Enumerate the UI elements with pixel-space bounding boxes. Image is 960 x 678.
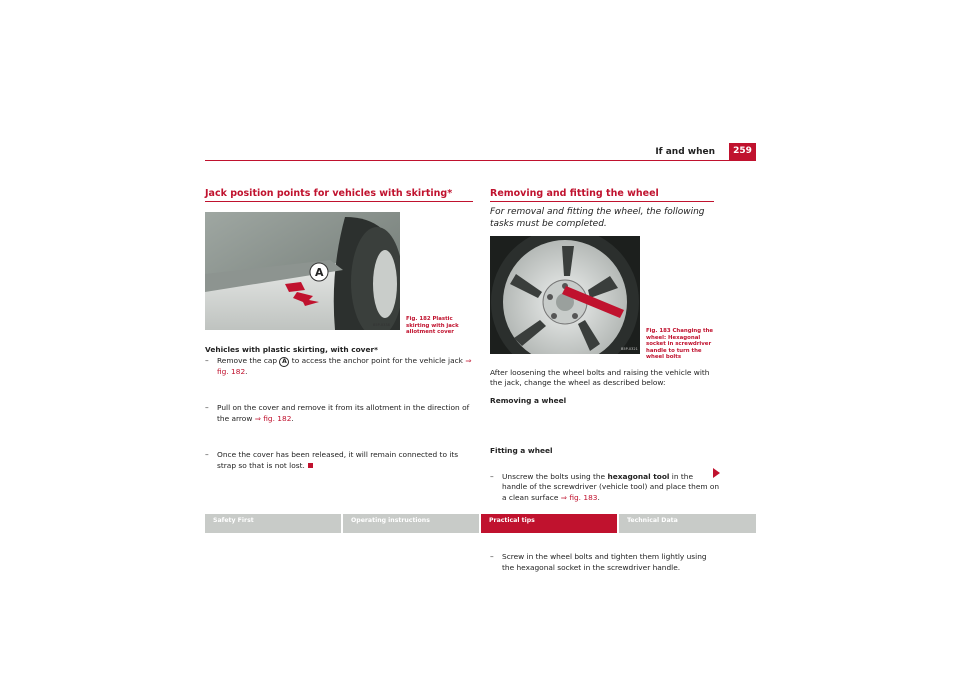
bullet-dash: –: [205, 356, 209, 365]
footer-tab-operating-instructions[interactable]: Operating instructions: [343, 514, 479, 533]
bullet-pull-cover: – Pull on the cover and remove it from its allotment in the direction of the arrow ⇒ fig. 182.: [205, 403, 470, 423]
section-end-marker: [308, 463, 313, 468]
xref-fig-183[interactable]: ⇒ fig. 183: [560, 492, 598, 502]
subheading-fitting-wheel: Fitting a wheel: [490, 446, 553, 455]
bullet-unscrew-bolts: – Unscrew the bolts using the hexagonal tool in the handle of the screwdriver (vehicle tool) and place them on a clean surface ⇒ fig. 183.: [490, 472, 720, 502]
running-header-title: If and when: [655, 147, 715, 157]
bullet-remove-cap: – Remove the cap A to access the anchor point for the vehicle jack ⇒ fig. 182.: [205, 356, 472, 376]
footer-tab-practical-tips[interactable]: Practical tips: [481, 514, 617, 533]
lead-text: For removal and fitting the wheel, the following tasks must be completed.: [490, 207, 705, 229]
subheading-plastic-skirting: Vehicles with plastic skirting, with cover*: [205, 345, 378, 354]
xref-fig-182[interactable]: ⇒ fig. 182: [254, 413, 292, 423]
wheel-illustration: [490, 236, 640, 354]
section-rule: [205, 201, 473, 202]
figure-183-image: [490, 236, 640, 354]
marker-a-circle: A: [279, 357, 289, 367]
subheading-removing-wheel: Removing a wheel: [490, 396, 567, 405]
skirting-illustration: [205, 212, 400, 330]
footer-tab-technical-data[interactable]: Technical Data: [619, 514, 756, 533]
figure-label-a: A: [315, 266, 324, 279]
bullet-screw-in-bolts: – Screw in the wheel bolts and tighten them lightly using the hexagonal socket in the screwdriver handle.: [490, 552, 707, 572]
footer-tab-safety-first[interactable]: Safety First: [205, 514, 341, 533]
figure-code: B5P-0338: [373, 323, 390, 327]
figure-182-image: [205, 212, 400, 330]
continue-arrow-icon: [713, 468, 720, 478]
hexagonal-tool-term: hexagonal tool: [607, 472, 670, 482]
figure-182-caption: Fig. 182 Plastic skirting with jack allotment cover: [406, 316, 459, 336]
page-number: 259: [729, 143, 756, 160]
bullet-cover-released: – Once the cover has been released, it will remain connected to its strap so that is not lost.: [205, 450, 459, 470]
section-rule: [490, 201, 714, 202]
figure-183-caption: Fig. 183 Changing the wheel: Hexagonal socket in screwdriver handle to turn the wheel bolts: [646, 328, 714, 361]
section-title-jack-points: Jack position points for vehicles with skirting*: [205, 188, 453, 199]
xref-fig-182[interactable]: ⇒ fig. 182: [217, 356, 472, 376]
section-title-removing-wheel: Removing and fitting the wheel: [490, 188, 659, 199]
figure-code: B5P-0321: [621, 347, 638, 351]
header-rule: [205, 160, 756, 161]
intro-paragraph: After loosening the wheel bolts and raising the vehicle with the jack, change the wheel as described below:: [490, 368, 710, 388]
